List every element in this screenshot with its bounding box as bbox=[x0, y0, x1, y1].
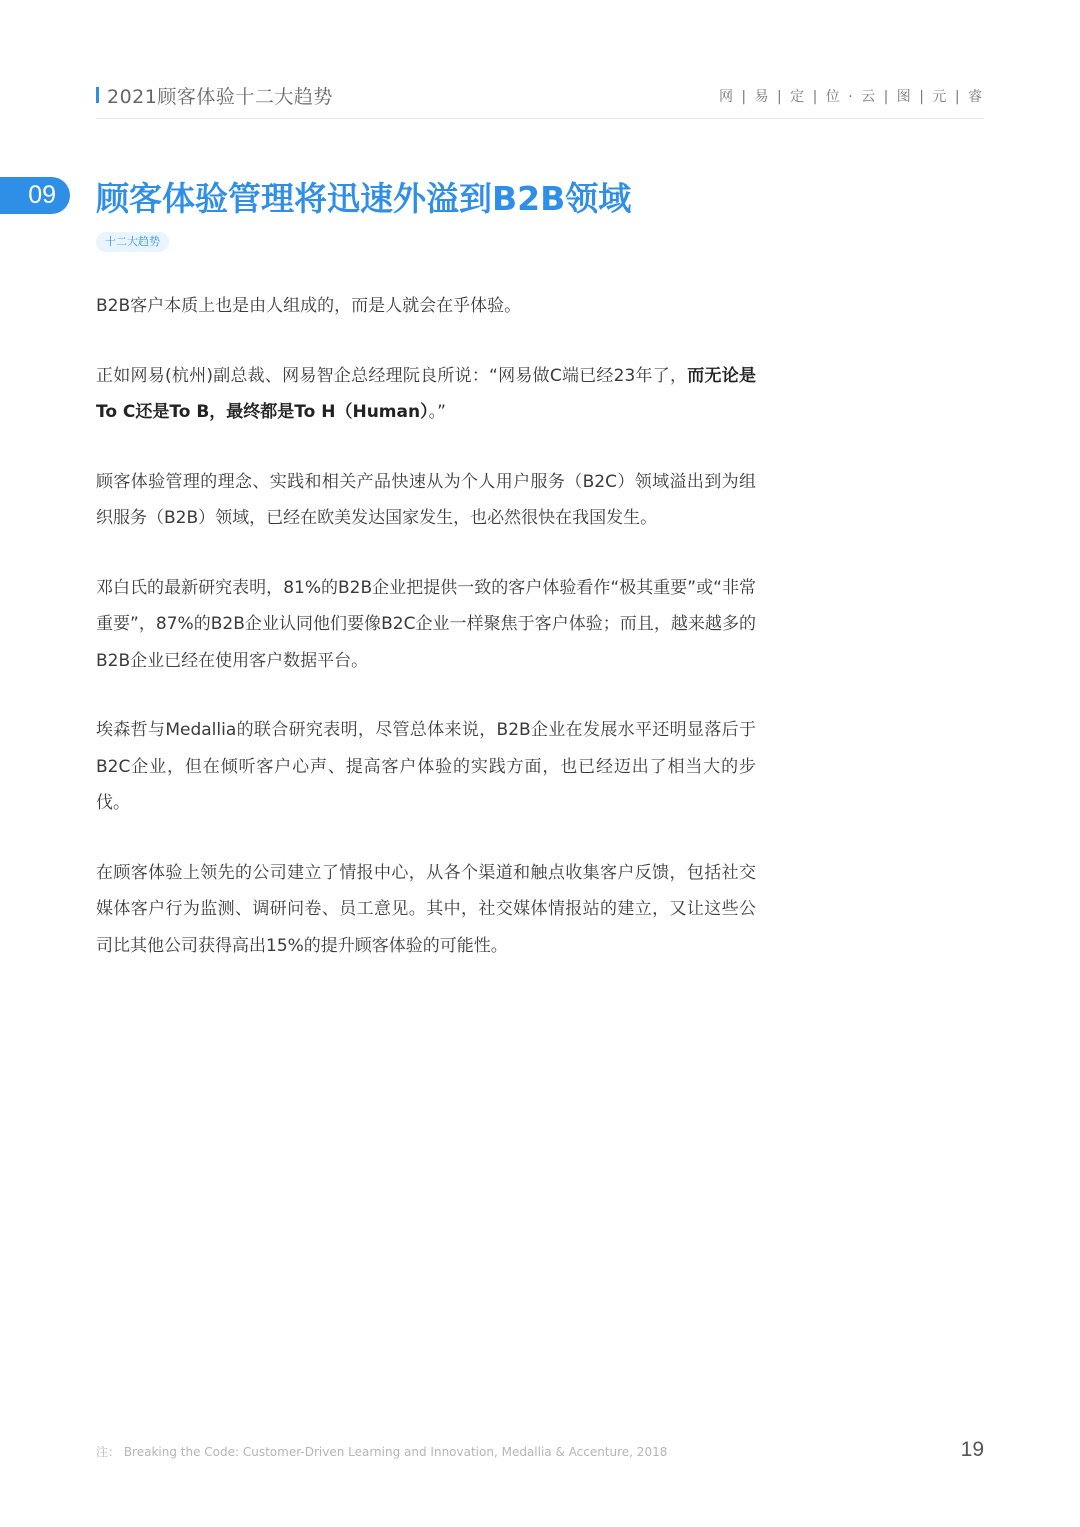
section-title: 顾客体验管理将迅速外溢到B2B领域 bbox=[96, 179, 632, 218]
page-number: 19 bbox=[960, 1438, 984, 1461]
header-accent-bar bbox=[96, 87, 99, 103]
page-header bbox=[96, 80, 984, 119]
quote-end: 。” bbox=[428, 402, 446, 422]
paragraph-4: 邓白氏的最新研究表明，81%的B2B企业把提供一致的客户体验看作“极其重要”或“非常重要”，87%的B2B企业认同他们要像B2C企业一样聚焦于客户体验；而且，越来越多的B2B企业已经在使用客户数据平台。 bbox=[96, 577, 756, 671]
article-body bbox=[96, 288, 756, 997]
brand-label: 网 | 易 | 定 | 位 · 云 | 图 | 元 | 睿 bbox=[718, 89, 984, 105]
trend-tag: 十二大趋势 bbox=[96, 232, 169, 252]
report-title: 2021顾客体验十二大趋势 bbox=[107, 86, 333, 108]
section-number-badge: 09 bbox=[0, 177, 70, 214]
paragraph-3: 顾客体验管理的理念、实践和相关产品快速从为个人用户服务（B2C）领域溢出到为组织服务（B2B）领域，已经在欧美发达国家发生，也必然很快在我国发生。 bbox=[96, 471, 756, 528]
paragraph-5: 埃森哲与Medallia的联合研究表明，尽管总体来说，B2B企业在发展水平还明显落后于B2C企业，但在倾听客户心声、提高客户体验的实践方面，也已经迈出了相当大的步伐。 bbox=[96, 720, 756, 813]
paragraph-2 bbox=[96, 358, 756, 431]
footnote: 注： Breaking the Code: Customer-Driven Learning and Innovation, Medallia & Accenture, 2018 bbox=[96, 1445, 668, 1459]
paragraph-1: B2B客户本质上也是由人组成的，而是人就会在乎体验。 bbox=[96, 296, 522, 316]
quote-intro: 正如网易(杭州)副总裁、网易智企总经理阮良所说：“网易做C端已经23年了， bbox=[96, 365, 688, 386]
paragraph-6: 在顾客体验上领先的公司建立了情报中心，从各个渠道和触点收集客户反馈，包括社交媒体客户行为监测、调研问卷、员工意见。其中，社交媒体情报站的建立，又让这些公司比其他公司获得高出15%的提升顾客体验的可能性。 bbox=[96, 862, 756, 956]
quote-emphasis: 而无论是To C还是To B，最终都是To H（Human） bbox=[96, 365, 757, 422]
